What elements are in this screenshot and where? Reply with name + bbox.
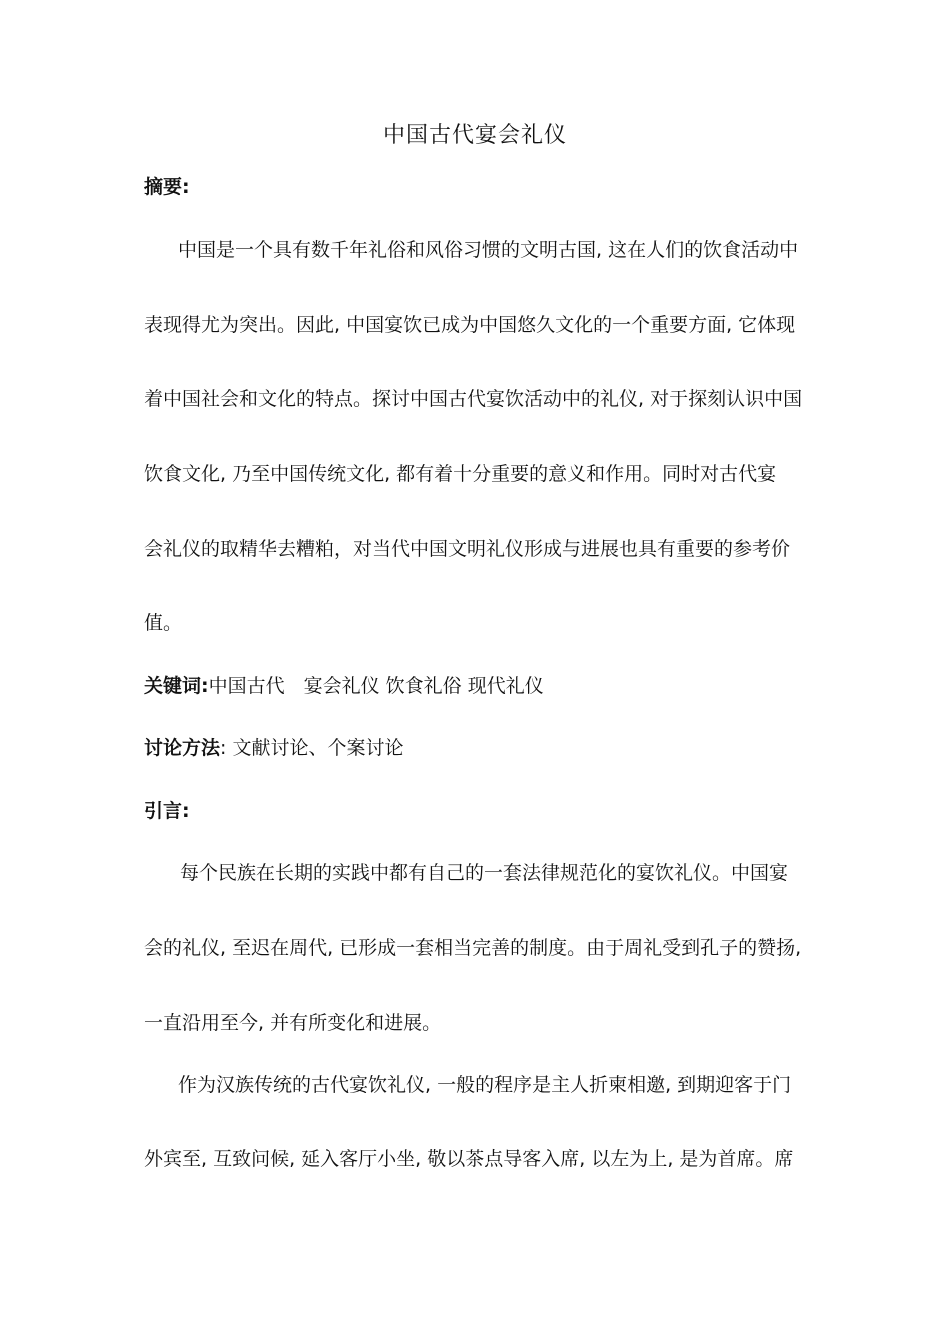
abstract-line: 中国是一个具有数千年礼俗和风俗习惯的文明古国, 这在人们的饮食活动中: [178, 239, 799, 261]
abstract-heading: 摘要:: [144, 176, 190, 198]
keywords-value: 中国古代 宴会礼仪 饮食礼俗 现代礼仪: [208, 675, 544, 697]
abstract-line: 表现得尤为突出。因此, 中国宴饮已成为中国悠久文化的一个重要方面, 它体现: [144, 314, 796, 336]
intro-p2-line: 外宾至, 互致问候, 延入客厅小坐, 敬以茶点导客入席, 以左为上, 是为首席。席: [144, 1148, 794, 1170]
method-row: [144, 734, 824, 762]
abstract-line: 饮食文化, 乃至中国传统文化, 都有着十分重要的意义和作用。同时对古代宴: [144, 463, 777, 485]
document-title: 中国古代宴会礼仪: [382, 123, 567, 148]
method-label: 讨论方法: [144, 737, 221, 759]
intro-heading: 引言:: [144, 800, 190, 822]
intro-p1-line: 每个民族在长期的实践中都有自己的一套法律规范化的宴饮礼仪。中国宴: [180, 862, 789, 884]
abstract-line: 会礼仪的取精华去糟粕，对当代中国文明礼仪形成与进展也具有重要的参考价: [144, 538, 791, 560]
abstract-line: 值。: [144, 612, 183, 634]
keywords-label: 关键词:: [144, 675, 209, 697]
intro-p2-line: 作为汉族传统的古代宴饮礼仪, 一般的程序是主人折柬相邀, 到期迎客于门: [178, 1074, 792, 1096]
intro-p1-line: 一直沿用至今, 并有所变化和进展。: [144, 1012, 442, 1034]
intro-p1-line: 会的礼仪, 至迟在周代, 已形成一套相当完善的制度。由于周礼受到孔子的赞扬,: [144, 937, 802, 959]
keywords-row: [144, 672, 824, 700]
method-value: : 文献讨论、个案讨论: [220, 737, 404, 759]
abstract-line: 着中国社会和文化的特点。探讨中国古代宴饮活动中的礼仪, 对于探刻认识中国: [144, 388, 803, 410]
